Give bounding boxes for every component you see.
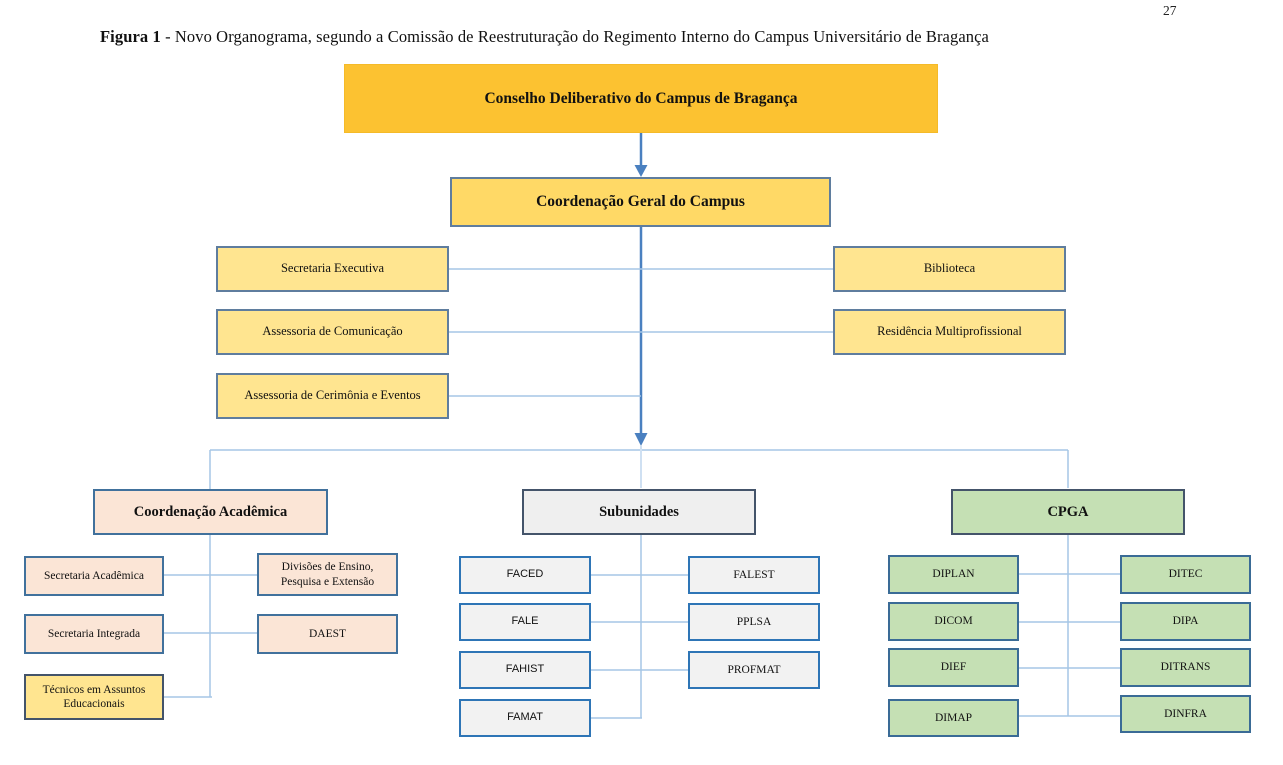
branch-header-coordenacao-academica: Coordenação Acadêmica bbox=[93, 489, 328, 535]
org-node-diplan: DIPLAN bbox=[888, 555, 1019, 594]
figure-title bbox=[100, 27, 989, 47]
org-node-fahist: FAHIST bbox=[459, 651, 591, 689]
branch-header-cpga: CPGA bbox=[951, 489, 1185, 535]
org-node-divisoes-de-ensino-pesquisa-e-extensao: Divisões de Ensino, Pesquisa e Extensão bbox=[257, 553, 398, 596]
org-node-famat: FAMAT bbox=[459, 699, 591, 737]
org-node-profmat: PROFMAT bbox=[688, 651, 820, 689]
page-number: 27 bbox=[1163, 3, 1177, 18]
org-node-biblioteca: Biblioteca bbox=[833, 246, 1066, 292]
org-node-secretaria-integrada: Secretaria Integrada bbox=[24, 614, 164, 654]
org-node-ditec: DITEC bbox=[1120, 555, 1251, 594]
org-node-daest: DAEST bbox=[257, 614, 398, 654]
org-node-dicom: DICOM bbox=[888, 602, 1019, 641]
org-node-dipa: DIPA bbox=[1120, 602, 1251, 641]
org-node-pplsa: PPLSA bbox=[688, 603, 820, 641]
org-node-assessoria-de-comunicacao: Assessoria de Comunicação bbox=[216, 309, 449, 355]
org-node-dimap: DIMAP bbox=[888, 699, 1019, 737]
org-node-secretaria-academica: Secretaria Acadêmica bbox=[24, 556, 164, 596]
org-node-dief: DIEF bbox=[888, 648, 1019, 687]
org-node-coordenacao-geral: Coordenação Geral do Campus bbox=[450, 177, 831, 227]
org-node-falest: FALEST bbox=[688, 556, 820, 594]
figure-caption: - Novo Organograma, segundo a Comissão de Reestruturação do Regimento Interno do Campus Universitário de Bragança bbox=[160, 27, 989, 46]
org-node-faced: FACED bbox=[459, 556, 591, 594]
org-node-conselho-deliberativo: Conselho Deliberativo do Campus de Bragança bbox=[344, 64, 938, 133]
org-node-dinfra: DINFRA bbox=[1120, 695, 1251, 733]
org-node-fale: FALE bbox=[459, 603, 591, 641]
org-node-assessoria-de-cerimonia-e-eventos: Assessoria de Cerimônia e Eventos bbox=[216, 373, 449, 419]
org-node-tecnicos-em-assuntos-educacionais: Técnicos em Assuntos Educacionais bbox=[24, 674, 164, 720]
org-node-secretaria-executiva: Secretaria Executiva bbox=[216, 246, 449, 292]
org-node-residencia-multiprofissional: Residência Multiprofissional bbox=[833, 309, 1066, 355]
org-node-ditrans: DITRANS bbox=[1120, 648, 1251, 687]
branch-header-subunidades: Subunidades bbox=[522, 489, 756, 535]
figure-label: Figura 1 bbox=[100, 27, 161, 46]
